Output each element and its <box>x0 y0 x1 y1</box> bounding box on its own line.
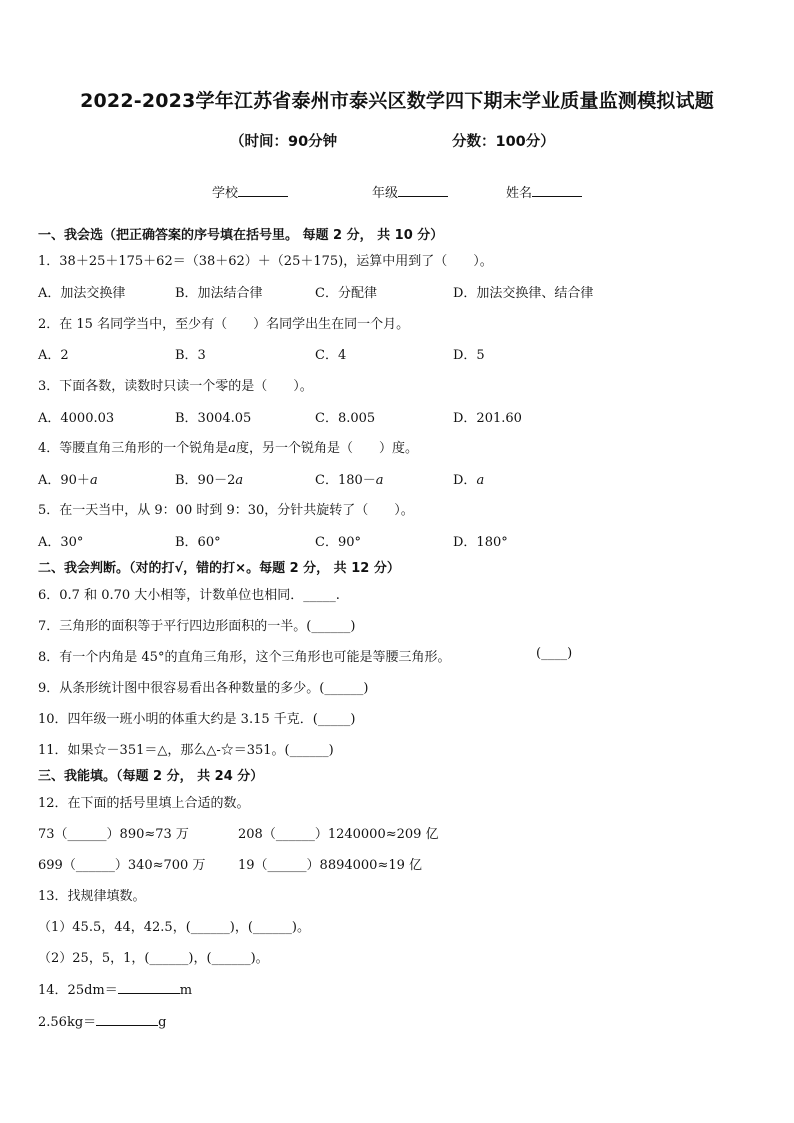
school-blank[interactable] <box>238 183 288 197</box>
q4-stem-post: 度，另一个锐角是（ ）度。 <box>236 441 419 456</box>
question-3: 3．下面各数，读数时只读一个零的是（ ）。 <box>38 379 313 394</box>
section3-heading: 三、我能填。（每题 2 分， 共 24 分） <box>38 769 264 784</box>
score-label: 分数：100分） <box>452 134 555 150</box>
q4-option-a-var: a <box>89 473 98 488</box>
question-10: 10．四年级一班小明的体重大约是 3.15 千克．(_____) <box>38 712 356 727</box>
q4-stem-pre: 4．等腰直角三角形的一个锐角是 <box>38 441 229 456</box>
q13-item-2: （2）25，5，1，(______)，(______)。 <box>38 951 269 966</box>
q4-option-a-text: A．90＋ <box>38 473 90 488</box>
q1-option-c: C．分配律 <box>315 286 377 301</box>
q5-option-b: B．60° <box>175 535 221 550</box>
q12-row1-left: 73（______）890≈73 万 <box>38 827 189 842</box>
grade-blank[interactable] <box>398 183 448 197</box>
q12-row2-left: 699（______）340≈700 万 <box>38 858 206 873</box>
q3-option-a: A．4000.03 <box>38 411 115 426</box>
question-1: 1．38＋25＋175＋62＝（38＋62）＋（25＋175)，运算中用到了（ ）。 <box>38 254 493 269</box>
question-14-a <box>38 979 192 998</box>
q4-option-d <box>453 469 484 488</box>
q5-option-a: A．30° <box>38 535 84 550</box>
q2-option-b: B．3 <box>175 348 206 363</box>
q14b-text: 2.56kg＝ <box>38 1015 97 1030</box>
q2-option-d: D．5 <box>453 348 485 363</box>
q4-option-a <box>38 469 98 488</box>
q1-option-b: B．加法结合律 <box>175 286 263 301</box>
section2-heading: 二、我会判断。（对的打√，错的打×。每题 2 分， 共 12 分） <box>38 561 400 576</box>
q3-option-b: B．3004.05 <box>175 411 252 426</box>
question-5: 5．在一天当中，从 9：00 时到 9：30，分针共旋转了（ ）。 <box>38 503 414 518</box>
q5-option-c: C．90° <box>315 535 361 550</box>
question-11: 11．如果☆－351＝△，那么△-☆＝351。(______) <box>38 743 334 758</box>
q14a-blank[interactable] <box>118 980 180 994</box>
name-label: 姓名 <box>506 186 533 201</box>
grade-field <box>372 182 448 201</box>
question-13: 13．找规律填数。 <box>38 889 146 904</box>
question-12: 12．在下面的括号里填上合适的数。 <box>38 796 250 811</box>
q4-option-d-text: D． <box>453 473 477 488</box>
q5-option-d: D．180° <box>453 535 508 550</box>
q4-option-b-text: B．90－2 <box>175 473 236 488</box>
q13-item-1: （1）45.5，44，42.5，(______)，(______)。 <box>38 920 310 935</box>
q4-option-c-var: a <box>375 473 384 488</box>
question-8-blank[interactable]: (____) <box>536 646 573 661</box>
grade-label: 年级 <box>372 186 399 201</box>
q14a-unit: m <box>179 983 193 998</box>
name-field <box>506 182 582 201</box>
question-9: 9．从条形统计图中很容易看出各种数量的多少。(______) <box>38 681 369 696</box>
q2-option-a: A．2 <box>38 348 69 363</box>
q1-option-d: D．加法交换律、结合律 <box>453 286 594 301</box>
question-2: 2．在 15 名同学当中，至少有（ ）名同学出生在同一个月。 <box>38 317 410 332</box>
q12-row1-right: 208（______）1240000≈209 亿 <box>238 827 439 842</box>
q4-option-d-var: a <box>476 473 485 488</box>
q14b-unit: g <box>158 1015 167 1030</box>
q4-stem-var: a <box>228 441 237 456</box>
q2-option-c: C．4 <box>315 348 347 363</box>
q14a-text: 14．25dm＝ <box>38 983 118 998</box>
q4-option-c-text: C．180－ <box>315 473 376 488</box>
q4-option-b <box>175 469 243 488</box>
question-8: 8．有一个内角是 45°的直角三角形，这个三角形也可能是等腰三角形。 <box>38 650 451 665</box>
time-label: （时间：90分钟 <box>230 134 338 150</box>
school-label: 学校 <box>212 186 239 201</box>
question-6: 6．0.7 和 0.70 大小相等，计数单位也相同．_____. <box>38 588 340 603</box>
q14b-blank[interactable] <box>96 1012 158 1026</box>
q3-option-d: D．201.60 <box>453 411 522 426</box>
q1-option-a: A．加法交换律 <box>38 286 126 301</box>
q4-option-b-var: a <box>235 473 244 488</box>
question-14-b <box>38 1011 166 1030</box>
question-4 <box>38 437 418 456</box>
school-field <box>212 182 288 201</box>
q12-row2-right: 19（______）8894000≈19 亿 <box>238 858 423 873</box>
q4-option-c <box>315 469 384 488</box>
name-blank[interactable] <box>532 183 582 197</box>
q3-option-c: C．8.005 <box>315 411 376 426</box>
question-7: 7．三角形的面积等于平行四边形面积的一半。(______) <box>38 619 356 634</box>
page-title: 2022-2023学年江苏省泰州市泰兴区数学四下期末学业质量监测模拟试题 <box>80 90 714 112</box>
section1-heading: 一、我会选（把正确答案的序号填在括号里。 每题 2 分， 共 10 分） <box>38 228 444 243</box>
